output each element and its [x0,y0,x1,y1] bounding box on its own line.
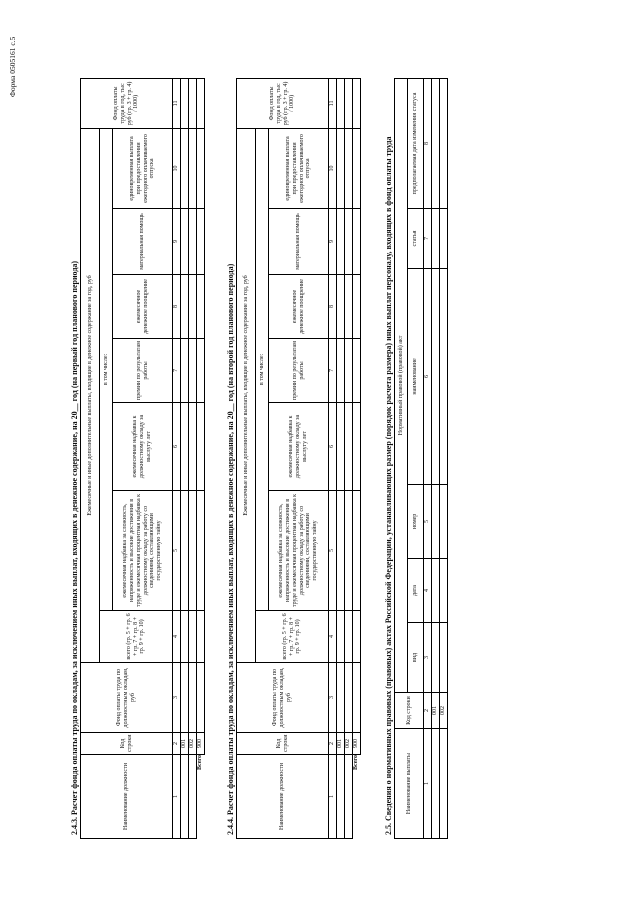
header-position: Наименование должности [237,755,329,839]
value-cell[interactable] [197,275,205,339]
col-number: 5 [173,491,181,611]
value-cell[interactable] [440,269,448,485]
header-col10: единовременная выплата при предоставлении ежегодного оплачиваемого отпуска [269,128,329,208]
value-cell[interactable] [345,663,353,733]
value-cell[interactable] [440,623,448,693]
value-cell[interactable] [353,209,361,275]
position-cell[interactable] [181,755,189,839]
header-amendment-date: предполагаемая дата изменения статуса [408,78,424,208]
header-col7: премии по результатам работы [113,339,173,403]
value-cell[interactable] [197,663,205,733]
col-number: 5 [424,485,432,559]
value-cell[interactable] [345,491,353,611]
col-number: 2 [424,693,432,729]
value-cell[interactable] [345,275,353,339]
header-total: всего (гр. 5 + гр. 6 + гр. 7 + гр. 8 + гр. 9 + гр. 10) [256,611,329,663]
col-number: 10 [329,128,337,208]
total-row [197,78,205,838]
header-col9: материальная помощь [269,209,329,275]
total-label: Всего [197,755,204,770]
header-col5: ежемесячная надбавка за сложность, напряженность и высокие достижения в труде и ежемесячная процентная надбавка к должностному окладу за работу со сведениями, составляющими государственную тайну [113,491,173,611]
col-number: 2 [329,733,337,755]
code-cell: 001 [337,733,345,755]
value-cell[interactable] [432,209,440,269]
col-number: 10 [173,128,181,208]
section-244-heading: 2.4.4. Расчет фонда оплаты труда по окладам, за исключением иных выплат, входящих в денежное содержание, на 20__ год (на второй год планового периода) [226,263,235,835]
col-number: 1 [173,755,181,839]
value-cell[interactable] [189,663,197,733]
table-row [432,78,440,838]
header-col10: единовременная выплата при предоставлении ежегодного оплачиваемого отпуска [113,128,173,208]
value-cell[interactable] [432,559,440,623]
value-cell[interactable] [353,611,361,663]
col-number: 6 [424,269,432,485]
value-cell[interactable] [189,78,197,128]
col-number: 3 [329,663,337,733]
col-number: 4 [173,611,181,663]
value-cell[interactable] [181,339,189,403]
header-col8: ежемесячное денежное поощрение [269,275,329,339]
total-row [353,78,361,838]
value-cell[interactable] [197,491,205,611]
value-cell[interactable] [189,491,197,611]
section-243-table [80,78,205,839]
value-cell[interactable] [189,128,197,208]
value-cell[interactable] [181,663,189,733]
value-cell[interactable] [345,128,353,208]
col-number: 7 [424,209,432,269]
table-row [181,78,189,838]
table-row [440,78,448,838]
value-cell[interactable] [337,403,345,491]
col-number: 7 [329,339,337,403]
position-cell[interactable] [189,755,197,839]
total-label: Всего [353,755,360,770]
value-cell[interactable] [353,78,361,128]
value-cell[interactable] [189,339,197,403]
header-number: номер [408,485,424,559]
value-cell[interactable] [181,128,189,208]
value-cell[interactable] [353,128,361,208]
header-col8: ежемесячное денежное поощрение [113,275,173,339]
header-type: вид [408,623,424,693]
value-cell[interactable] [337,209,345,275]
header-fund-total: Фонд оплаты труда в год, тыс руб (гр. 3 + гр. 4) / 1000) [237,78,329,128]
code-cell: 001 [432,693,440,729]
header-col6: ежемесячная надбавка к должностному окладу за выслугу лет [269,403,329,491]
header-salary-fund: Фонд оплаты труда по должностным окладам, руб [237,663,329,733]
value-cell[interactable] [337,663,345,733]
col-number: 5 [329,491,337,611]
value-cell[interactable] [432,485,440,559]
value-cell[interactable] [440,485,448,559]
value-cell[interactable] [181,275,189,339]
value-cell[interactable] [432,78,440,208]
value-cell[interactable] [440,209,448,269]
value-cell[interactable] [432,269,440,485]
value-cell[interactable] [197,339,205,403]
col-number: 1 [424,729,432,839]
value-cell[interactable] [345,339,353,403]
value-cell[interactable] [181,491,189,611]
col-number: 4 [329,611,337,663]
col-number: 3 [424,623,432,693]
col-number: 8 [329,275,337,339]
section-243-heading: 2.4.3. Расчет фонда оплаты труда по окладам, за исключением иных выплат, входящих в денежное содержание, на 20__ год (на первый год планового периода) [70,260,79,835]
value-cell[interactable] [432,623,440,693]
header-col7: премии по результатам работы [269,339,329,403]
table-row [345,78,353,838]
value-cell[interactable] [197,403,205,491]
col-number: 8 [173,275,181,339]
value-cell[interactable] [345,611,353,663]
value-cell[interactable] [353,491,361,611]
value-cell[interactable] [189,275,197,339]
value-cell[interactable] [353,663,361,733]
position-cell[interactable] [337,755,345,839]
header-including: в том числе: [100,128,113,610]
value-cell[interactable] [189,403,197,491]
col-number: 11 [173,78,181,128]
header-other-payments: Ежемесячные и иные дополнительные выплаты, входящие в денежное содержание за год, руб [237,128,256,662]
value-cell[interactable] [345,209,353,275]
value-cell[interactable] [353,403,361,491]
section-25-table [394,78,448,839]
header-salary-fund: Фонд оплаты труда по должностным окладам, руб [81,663,173,733]
code-cell: 002 [440,693,448,729]
header-total: всего (гр. 5 + гр. 6 + гр. 7 + гр. 8 + гр. 9 + гр. 10) [100,611,173,663]
col-number: 6 [173,403,181,491]
value-cell[interactable] [337,491,345,611]
section-244-table [236,78,361,839]
value-cell[interactable] [440,78,448,208]
value-cell[interactable] [353,275,361,339]
value-cell[interactable] [345,78,353,128]
col-number: 9 [173,209,181,275]
value-cell[interactable] [337,128,345,208]
code-cell: 002 [189,733,197,755]
col-number: 3 [173,663,181,733]
col-number: 9 [329,209,337,275]
value-cell[interactable] [181,78,189,128]
header-payment-name: Наименование выплаты [395,729,424,839]
section-25-heading: 2.5. Сведения о нормативных правовых (правовых) актах Российской Федерации, устанавливающих размер (порядок расчета размера) иных выплат персоналу, входящих в фонд оплаты труда [384,136,393,835]
col-number: 2 [173,733,181,755]
col-number: 11 [329,78,337,128]
table-row [189,78,197,838]
code-cell: 001 [181,733,189,755]
header-other-payments: Ежемесячные и иные дополнительные выплаты, входящие в денежное содержание за год, руб [81,128,100,662]
header-col9: материальная помощь [113,209,173,275]
col-number: 6 [329,403,337,491]
value-cell[interactable] [181,611,189,663]
value-cell[interactable] [337,339,345,403]
col-number: 1 [329,755,337,839]
payment-name-cell[interactable] [432,729,440,839]
value-cell[interactable] [181,403,189,491]
value-cell[interactable] [197,209,205,275]
value-cell[interactable] [197,611,205,663]
header-name: наименование [408,269,424,485]
value-cell[interactable] [337,611,345,663]
col-number: 7 [173,339,181,403]
header-code: Код строки [395,693,424,729]
col-number: 8 [424,78,432,208]
value-cell[interactable] [189,611,197,663]
value-cell[interactable] [189,209,197,275]
form-number: Форма 0505161 с.5 [8,36,17,97]
value-cell[interactable] [440,559,448,623]
header-including: в том числе: [256,128,269,610]
value-cell[interactable] [181,209,189,275]
header-act-group: Нормативный правовой (правовой) акт [395,78,408,692]
position-cell[interactable] [345,755,353,839]
header-code: Код строки [81,733,173,755]
value-cell[interactable] [197,78,205,128]
table-row [337,78,345,838]
value-cell[interactable] [345,403,353,491]
header-col5: ежемесячная надбавка за сложность, напряженность и высокие достижения в труде и ежемесячная процентная надбавка к должностному окладу за работу со сведениями, составляющими государственную тайну [269,491,329,611]
header-date: дата [408,559,424,623]
header-code: Код строки [237,733,329,755]
header-article: статья [408,209,424,269]
value-cell[interactable] [353,339,361,403]
code-cell: 002 [345,733,353,755]
payment-name-cell[interactable] [440,729,448,839]
value-cell[interactable] [197,128,205,208]
total-code: 900 [197,733,205,755]
header-col6: ежемесячная надбавка к должностному окладу за выслугу лет [113,403,173,491]
header-position: Наименование должности [81,755,173,839]
total-code: 900 [353,733,361,755]
col-number: 4 [424,559,432,623]
header-fund-total: Фонд оплаты труда в год, тыс руб (гр. 3 + гр. 4) / 1000) [81,78,173,128]
value-cell[interactable] [337,275,345,339]
value-cell[interactable] [337,78,345,128]
